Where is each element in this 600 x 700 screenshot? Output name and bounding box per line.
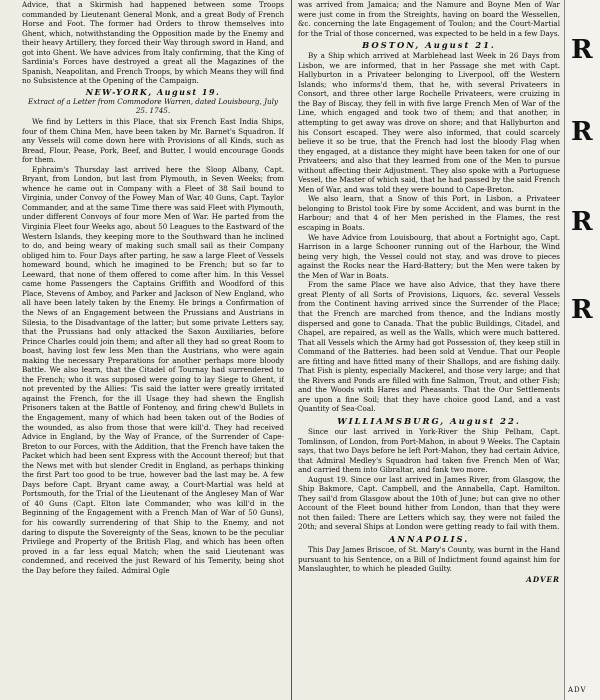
drop-cap: R [571,35,593,65]
article-sloop-albany: Ephraim's Thursday last arrived here the Sloop Albany, Capt. Bryant, from London, but last from Plymouth, in Seven Weeks; from whence he came out in Company with a Fleet of 38 Sail bound to Virginia, under Convoy of the Fowey Man of War, 40 Guns, Capt. Taylor Commander, and at the same Time there was said Fleet with Plymouth, under different Convoys of four more Men of War. He parted from the Virginia Fleet four Weeks ago, about 50 Leagues to the Eastward of the Western Islands, they keeping more to the Southward than he inclined to do, and being weary of making such small sail as their Company obliged him to. Four Days after parting, he saw a large Fleet of Vessels homeward bound, which he imagined to be French; but so far to Leeward, that none of them offered to come after him. In this Vessel came home Passengers the Captains Griffith and Woodford of this Place, Stevens of Amboy, and Parker and Jackson of New England, who all have been lately taken by the Enemy. He brings a Confirmation of the News of an Engagement between the Prussians and Austrians in Silesia, to the Disadvantage of the latter; but some private Letters say, that the Prussians had only attacked the Saxon Auxiliaries, before Prince Charles could join them; and after all they had so great Room to boast, having lost few less Men than the Austrians, who were again making the necessary Preparations for another perhaps more bloody Battle. We also learn, that the Citadel of Tournay had surrendered to the French; who it was supposed were going to lay Siege to Ghent, if not prevented by the Allies: 'Tis said the latter were greatly irritated against the French, for the ill Usage they had shewn the English Prisoners taken at the Battle of Fontenoy, and firing chew'd Bullets in the Engagement, many of which had been taken out of the Bodies of the wounded, as also from those that were kill'd. They had received Advice in England, by the Way of France, of the Surrender of Cape-Breton to our Forces, with the Addition, that the French have taken the Packet which had been sent Express with the Account thereof; but that the News met with but slender Credit in England, as perhaps thinking the first Part too good to be true, however bad the last may be. A few Days before Capt. Bryant came away, a Court-Martial was held at Portsmouth, for the Trial of the Lieutenant of the Anglesey Man of War of 40 Guns (Capt. Elton late Commander, who was kill'd in the Beginning of the Engagement with a French Man of War of 50 Guns), for his cowardly surrendering of that Ship to the Enemy, and not daring to dispute the Sovereignty of the Seas, known to be the peculiar Privilege and Property of the British Flag, and which has been often proved in a far less equal Match; when the said Lieutenant was condemned, and received the just Reward of his Temerity, being shot the Day before they failed. Admiral Ogle [22,164,284,575]
article-louisbourg-provisions: From the same Place we have also Advice, that they have there great Plenty of all Sorts of Provisions, Liquors, &c. several Vessels from the Continent having arrived since the Surrender of the Place; that the French are marched from thence, and the Indians mostly dispersed and gone to Canada. That the public Buildings, Citadel, and Chapel, are repaired, as well as the Walls, which were much battered. That all Vessels which the Army had got Possession of, they keep still in Command of the Batteries. had been sold at Vendue. That our People are fitting and have fitted many of their Shallops, and are fishing daily. That Fish is plenty, especially Mackerel, and those very large; and that the Rivers and Ponds are filled with fine Salmon, Trout, and other Fish; and the Woods with Hares and Pheasants. That the Our Settlements are upon a fine Soil; that they have choice good Land, and a vast Quantity of Sea-Coal. [298,280,560,414]
dateline-annapolis: ANNAPOLIS. [388,533,470,544]
article-marblehead-ship: By a Ship which arrived at Marblehead last Week in 26 Days from Lisbon, we are informed, that in her Passage she met with Capt. Hallyburton in a Privateer belonging to Liverpool, off the Western Islands; who informs'd them, that he, with several Privateers in Consort, and three other large Rochelle Privateers, were cruizing in the Bay of Biscay, they fell in with five large French Men of War of the Line, which engaged and took two of them; and that another, in attempting to get away was drove on shore; and that Hallyburton and his Consort escaped. They were also informed, that could scarcely believe it so be true, that the French had lost the bloody Flag when they engaged, at a distance they might have been taken for one of our Privateers; and also that they learned from one of the Men to pursue without affecting their Adjustment. They also spoke with a Portuguese Vessel, the Master of which said, that he had passed by the said French Men of War, and was told they were bound to Cape-Breton. [298,51,560,194]
drop-cap: R [571,117,593,147]
drop-cap: R [571,207,593,237]
article-snow-lisbon: We also learn, that a Snow of this Port, in Lisbon, a Privateer belonging to Bristol took Fire by some Accident, and was burnt in the Harbour; and that 4 of her Men perished in the Flames, the rest escaping in Boats. [298,194,560,233]
article-ghent-skirmish: Advice, that a Skirmish had happened between some Troops commanded by Lieutenant General Monk, and a great Body of French Horse and Foot. The former had Orders to throw themselves into Ghent, which, notwithstanding the Opposition made by the Enemy and their heavy Artillery, they forced their Way through sword in Hand, and got into Ghent. We have advices from Italy confirming, that the King of Sardinia's Forces have destroyed a great all the Magazines of the Spanish, Neapolitan, and French Troops, by which Means they will find no Subsistence at the Opening of the Campaign. [22,0,284,86]
article-namure-boyne: was arrived from Jamaica; and the Namure and Boyne Men of War were just come in from the Streights, having on board the Wessellen, &c. concerning the late Engagement of Toulon; and the Court-Martial for the Trial of those concerned, was expected to be held in a few Days. [298,0,560,38]
article-james-briscoe: This Day James Briscoe, of St. Mary's County, was burnt in the Hand pursuant to his Sentence, on a Bill of Indictment found against him for Manslaughter, to which he pleaded Guilty. [298,544,560,574]
left-column [22,0,284,700]
dateline-williamsburg: WILLIAMSBURG, August 22. [337,415,521,426]
article-james-river: August 19. Since our last arrived in James River, from Glasgow, the Ship Bakmore, Capt. Campbell, and the Annabella, Capt. Hamilton. They sail'd from Glasgow about the 10th of June; but can give no other Account of the Fleet bound hither from London, than that they were not then failed: There are Letters which say, they were not failed the 20th; and several Ships at London were getting ready to fail with them. [298,474,560,532]
dateline-boston: BOSTON, August 21. [362,40,496,51]
advertisement-heading: ADVER [526,574,560,584]
article-east-india-ships: We find by Letters in this Place, that six French East India Ships, four of them China Men, have been taken by Mr. Barnet's Squadron. If any Vessels will come down here with Provisions of all Kinds, such as Bread, Flour, Pease, Pork, Beef, and Butter, I would encourage Goods for them. [22,117,284,165]
article-ship-pelham: Since our last arrived in York-River the Ship Pelham, Capt. Tomlinson, of London, from Port-Mahon, in about 9 Weeks. The Captain says, that two Days before he left Port-Mahon, they had certain Advice, that Admiral Medley's Squadron had taken five French Men of War, and carried them into Gibraltar, and fank two more. [298,426,560,475]
right-column [298,0,560,700]
adjacent-page-edge [564,0,600,700]
column-divider [291,0,292,700]
article-louisbourg-schooner: We have Advice from Louisbourg, that about a Fortnight ago, Capt. Harrison in a large Schooner running out of the Harbour, the Wind being very high, the Vessel could not stay, and was drove to pieces against the Rocks near the Hard-Battery; but the Men were taken by the Men of War in Boats. [298,232,560,280]
drop-cap: R [571,295,593,325]
edge-advert-fragment: ADV [568,686,587,694]
letter-subheading: Extract of a Letter from Commodore Warren, dated Louisbourg, July 25. 1745. [28,96,278,116]
dateline-new-york: NEW-YORK, August 19. [85,86,221,97]
